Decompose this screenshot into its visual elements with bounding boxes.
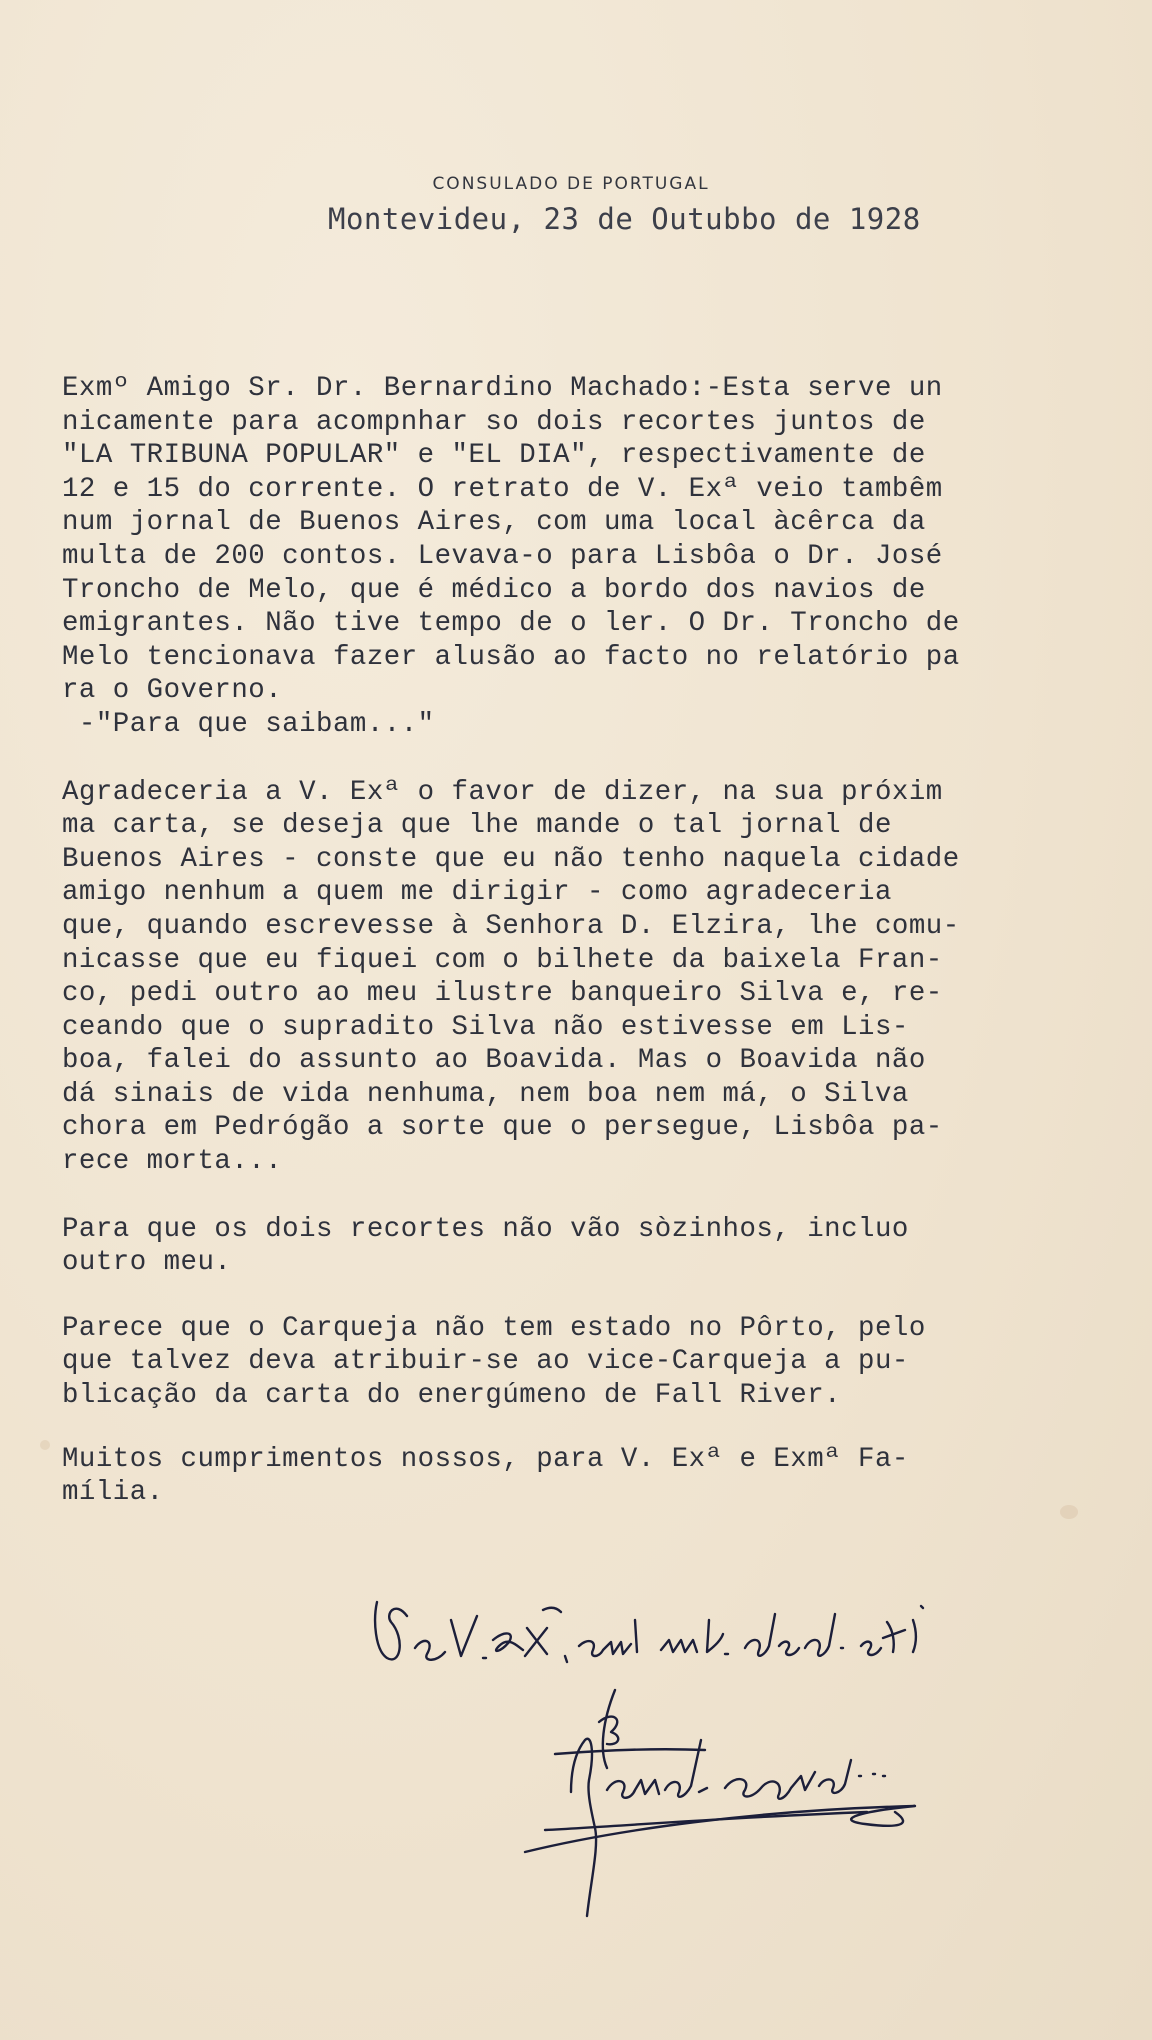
text-line: rece morta... [62, 1146, 283, 1178]
text-line: Para que os dois recortes não vão sòzinhos, incluo [62, 1213, 909, 1245]
text-line: Troncho de Melo, que é médico a bordo dos navios de [62, 574, 926, 606]
text-line: -"Para que saibam..." [62, 708, 435, 740]
paragraph-3 [62, 1213, 1122, 1280]
text-line: emigrantes. Não tive tempo de o ler. O Dr. Troncho de [62, 608, 960, 640]
text-line: nicasse que eu fiquei com o bilhete da baixela Fran- [62, 944, 943, 976]
text-line: co, pedi outro ao meu ilustre banqueiro Silva e, re- [62, 978, 943, 1010]
paper-stain [40, 1440, 50, 1450]
text-line: outro meu. [62, 1247, 232, 1279]
text-line: ra o Governo. [62, 675, 283, 707]
handwritten-closing [365, 1580, 1005, 1690]
text-line: Melo tencionava fazer alusão ao facto no relatório pa [62, 641, 960, 673]
date-line: Montevideu, 23 de Outubbo de 1928 [328, 202, 921, 236]
text-line: ceando que o supradito Silva não estivesse em Lis- [62, 1011, 909, 1043]
text-line: dá sinais de vida nenhuma, nem boa nem má, o Silva [62, 1078, 909, 1110]
text-line: mília. [62, 1477, 164, 1509]
signature-scribble [495, 1680, 1025, 1920]
text-line: Muitos cumprimentos nossos, para V. Exª e Exmª Fa- [62, 1443, 909, 1475]
text-line: ma carta, se deseja que lhe mande o tal jornal de [62, 810, 892, 842]
text-line: multa de 200 contos. Levava-o para Lisbôa o Dr. José [62, 540, 943, 572]
text-line: Parece que o Carqueja não tem estado no Pôrto, pelo [62, 1312, 926, 1344]
text-line: boa, falei do assunto ao Boavida. Mas o Boavida não [62, 1045, 926, 1077]
text-line: Agradeceria a V. Exª o favor de dizer, na sua próxim [62, 776, 943, 808]
text-line: que, quando escrevesse à Senhora D. Elzira, lhe comu- [62, 910, 960, 942]
text-line: nicamente para acompnhar so dois recortes juntos de [62, 406, 926, 438]
text-line: num jornal de Buenos Aires, com uma local àcêrca da [62, 507, 926, 539]
text-line: 12 e 15 do corrente. O retrato de V. Exª veio tambêm [62, 473, 943, 505]
letter-body [62, 372, 1122, 1510]
text-line: Exmº Amigo Sr. Dr. Bernardino Machado:-Esta serve un [62, 373, 943, 404]
text-line: blicação da carta do energúmeno de Fall River. [62, 1380, 842, 1412]
paragraph-2 [62, 776, 1122, 1179]
text-line: amigo nenhum a quem me dirigir - como agradeceria [62, 877, 892, 909]
paragraph-1 [62, 372, 1122, 742]
paragraph-4 [62, 1312, 1122, 1413]
text-line: "LA TRIBUNA POPULAR" e "EL DIA", respectivamente de [62, 440, 926, 472]
paragraph-5 [62, 1443, 1122, 1510]
text-line: Buenos Aires - conste que eu não tenho naquela cidade [62, 843, 960, 875]
letterhead: CONSULADO DE PORTUGAL [432, 174, 710, 194]
text-line: chora em Pedrógão a sorte que o persegue, Lisbôa pa- [62, 1112, 943, 1144]
text-line: que talvez deva atribuir-se ao vice-Carqueja a pu- [62, 1346, 909, 1378]
